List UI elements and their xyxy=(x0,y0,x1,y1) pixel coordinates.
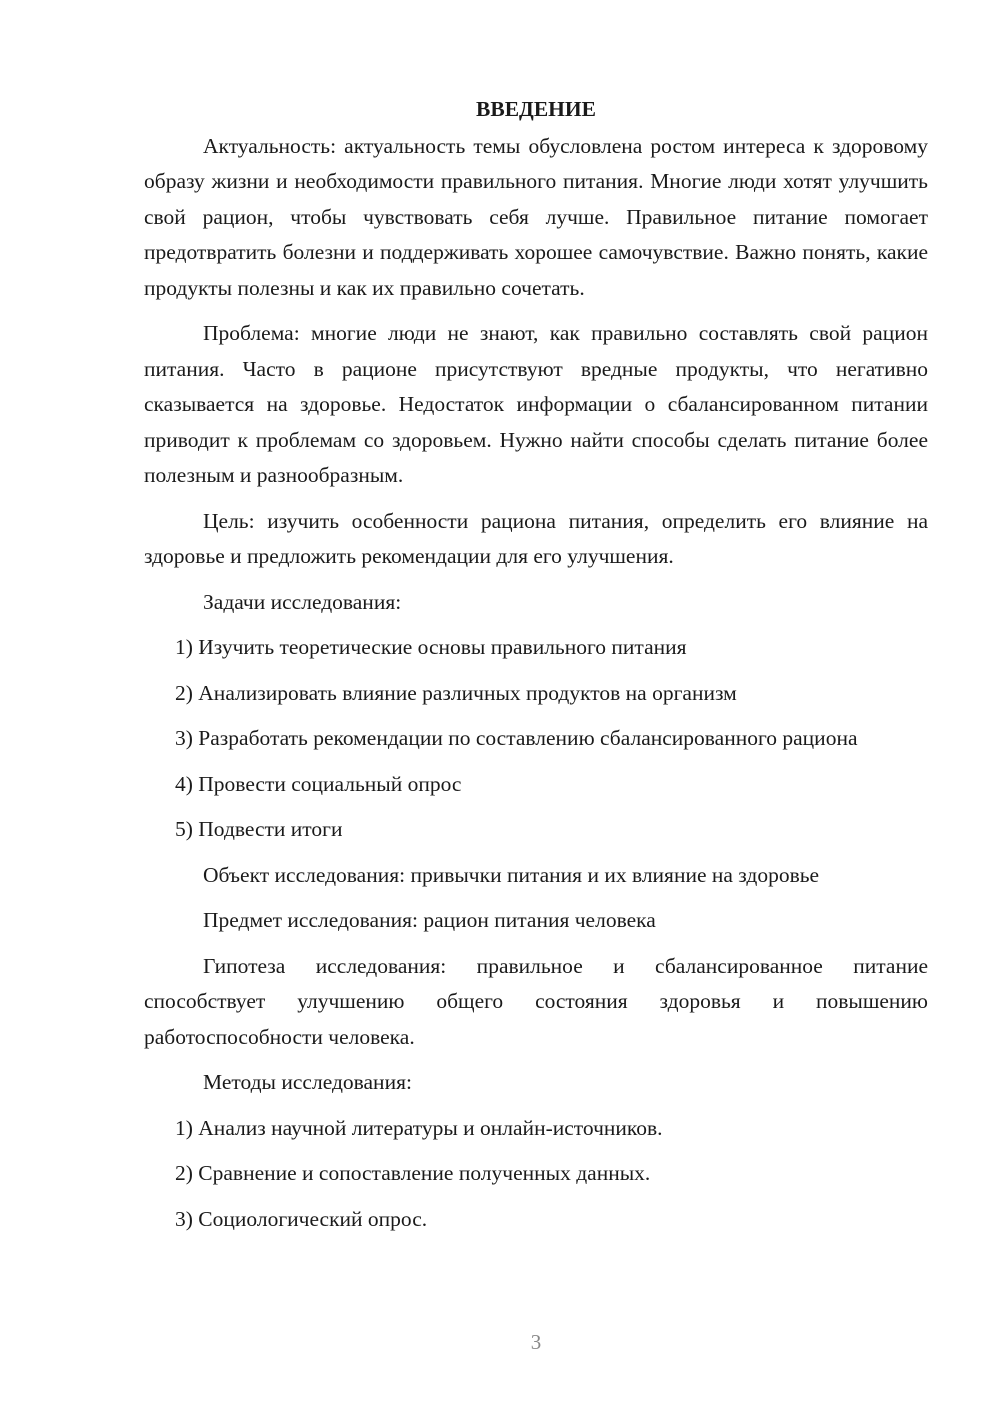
subject-paragraph: Предмет исследования: рацион питания человека xyxy=(203,908,656,932)
problem-paragraph: Проблема: многие люди не знают, как правильно составлять свой рацион питания. Часто в рационе присутствуют вредные продукты, что негативно сказывается на здоровье. Недостаток информации о сбалансированном питании приводит к проблемам со здоровьем. Нужно найти способы сделать питание более полезным и разнообразным. xyxy=(144,321,928,487)
object-paragraph: Объект исследования: привычки питания и их влияние на здоровье xyxy=(203,862,820,887)
section-heading: ВВЕДЕНИЕ xyxy=(476,97,596,121)
document-page xyxy=(144,92,928,1247)
goal-paragraph: Цель: изучить особенности рациона питания, определить его влияние на здоровье и предложить рекомендации для его улучшения. xyxy=(144,508,928,568)
task-item: 4) Провести социальный опрос xyxy=(175,771,462,796)
method-item: 3) Социологический опрос. xyxy=(175,1206,428,1231)
method-item: 1) Анализ научной литературы и онлайн-источников. xyxy=(175,1115,663,1140)
task-item: 2) Анализировать влияние различных продуктов на организм xyxy=(175,680,737,705)
tasks-heading: Задачи исследования: xyxy=(203,589,402,614)
task-item: 5) Подвести итоги xyxy=(175,817,343,841)
hypothesis-paragraph: Гипотеза исследования: правильное и сбалансированное питание способствует улучшению общего состояния здоровья и повышению работоспособности человека. xyxy=(144,953,928,1049)
task-item: 1) Изучить теоретические основы правильного питания xyxy=(175,635,687,659)
task-item: 3) Разработать рекомендации по составлению сбалансированного рациона xyxy=(175,726,858,750)
methods-heading: Методы исследования: xyxy=(203,1070,412,1094)
page-number: 3 xyxy=(530,1330,542,1354)
relevance-paragraph: Актуальность: актуальность темы обусловлена ростом интереса к здоровому образу жизни и необходимости правильного питания. Многие люди хотят улучшить свой рацион, чтобы чувствовать себя лучше. Правильное питание помогает предотвратить болезни и поддерживать хорошее самочувствие. Важно понять, какие продукты полезны и как их правильно сочетать. xyxy=(144,133,928,300)
method-item: 2) Сравнение и сопоставление полученных данных. xyxy=(175,1161,651,1185)
